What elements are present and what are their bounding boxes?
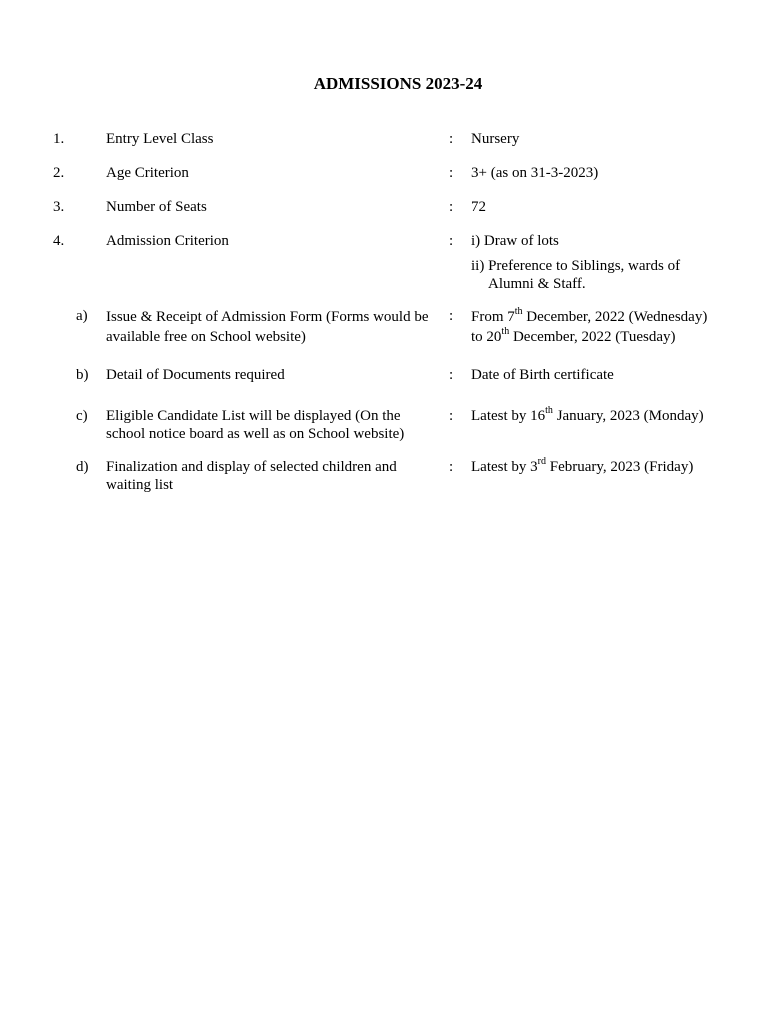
ordinal-suffix: th — [514, 306, 523, 317]
ordinal-suffix: rd — [537, 456, 546, 467]
row-number: 2. — [53, 165, 65, 181]
row-label: Admission Criterion — [106, 233, 229, 249]
row-value — [471, 407, 761, 425]
value-line — [471, 327, 761, 347]
value-text: February, 2023 (Friday) — [546, 459, 694, 475]
colon-separator: : — [449, 367, 454, 383]
value-line — [471, 307, 761, 327]
ordinal-suffix: th — [545, 405, 553, 416]
colon-separator: : — [449, 131, 454, 147]
colon-separator: : — [449, 408, 454, 424]
colon-separator: : — [449, 165, 454, 181]
row-value: 72 — [471, 199, 486, 215]
value-text: December, 2022 (Wednesday) — [522, 309, 708, 325]
row-number: 4. — [53, 233, 65, 249]
row-label: Issue & Receipt of Admission Form (Forms would be available free on School website) — [106, 309, 429, 345]
value-text: January, 2023 (Monday) — [552, 408, 704, 424]
row-label: Age Criterion — [106, 165, 189, 181]
colon-separator: : — [449, 233, 454, 249]
value-text: Latest by 3 — [471, 459, 538, 475]
colon-separator: : — [449, 199, 454, 215]
page-title: ADMISSIONS 2023-24 — [313, 74, 483, 93]
row-number: 1. — [53, 131, 65, 147]
value-line: i) Draw of lots — [471, 233, 559, 249]
row-value: Date of Birth certificate — [471, 367, 614, 383]
row-label: Eligible Candidate List will be displayed (On the school notice board as well as on School website) — [106, 408, 405, 442]
row-value — [471, 307, 761, 347]
row-value: Nursery — [471, 131, 520, 147]
row-letter: b) — [76, 367, 89, 383]
row-value — [471, 458, 761, 476]
colon-separator: : — [449, 308, 454, 324]
row-number: 3. — [53, 199, 65, 215]
value-line: ii) Preference to Siblings, wards of — [471, 258, 681, 274]
value-text: to 20 — [471, 329, 502, 345]
row-label: Finalization and display of selected children and waiting list — [106, 459, 397, 493]
ordinal-suffix: th — [501, 326, 510, 337]
row-letter: a) — [76, 308, 88, 324]
colon-separator: : — [449, 459, 454, 475]
row-letter: c) — [76, 408, 88, 424]
value-text: December, 2022 (Tuesday) — [509, 329, 676, 345]
row-label: Detail of Documents required — [106, 367, 285, 383]
value-line: Alumni & Staff. — [488, 276, 586, 292]
row-letter: d) — [76, 459, 89, 475]
row-label: Entry Level Class — [106, 131, 214, 147]
value-text: From 7 — [471, 309, 515, 325]
row-label: Number of Seats — [106, 199, 207, 215]
row-value — [471, 232, 761, 293]
row-value: 3+ (as on 31-3-2023) — [471, 165, 599, 181]
value-text: Latest by 16 — [471, 408, 546, 424]
